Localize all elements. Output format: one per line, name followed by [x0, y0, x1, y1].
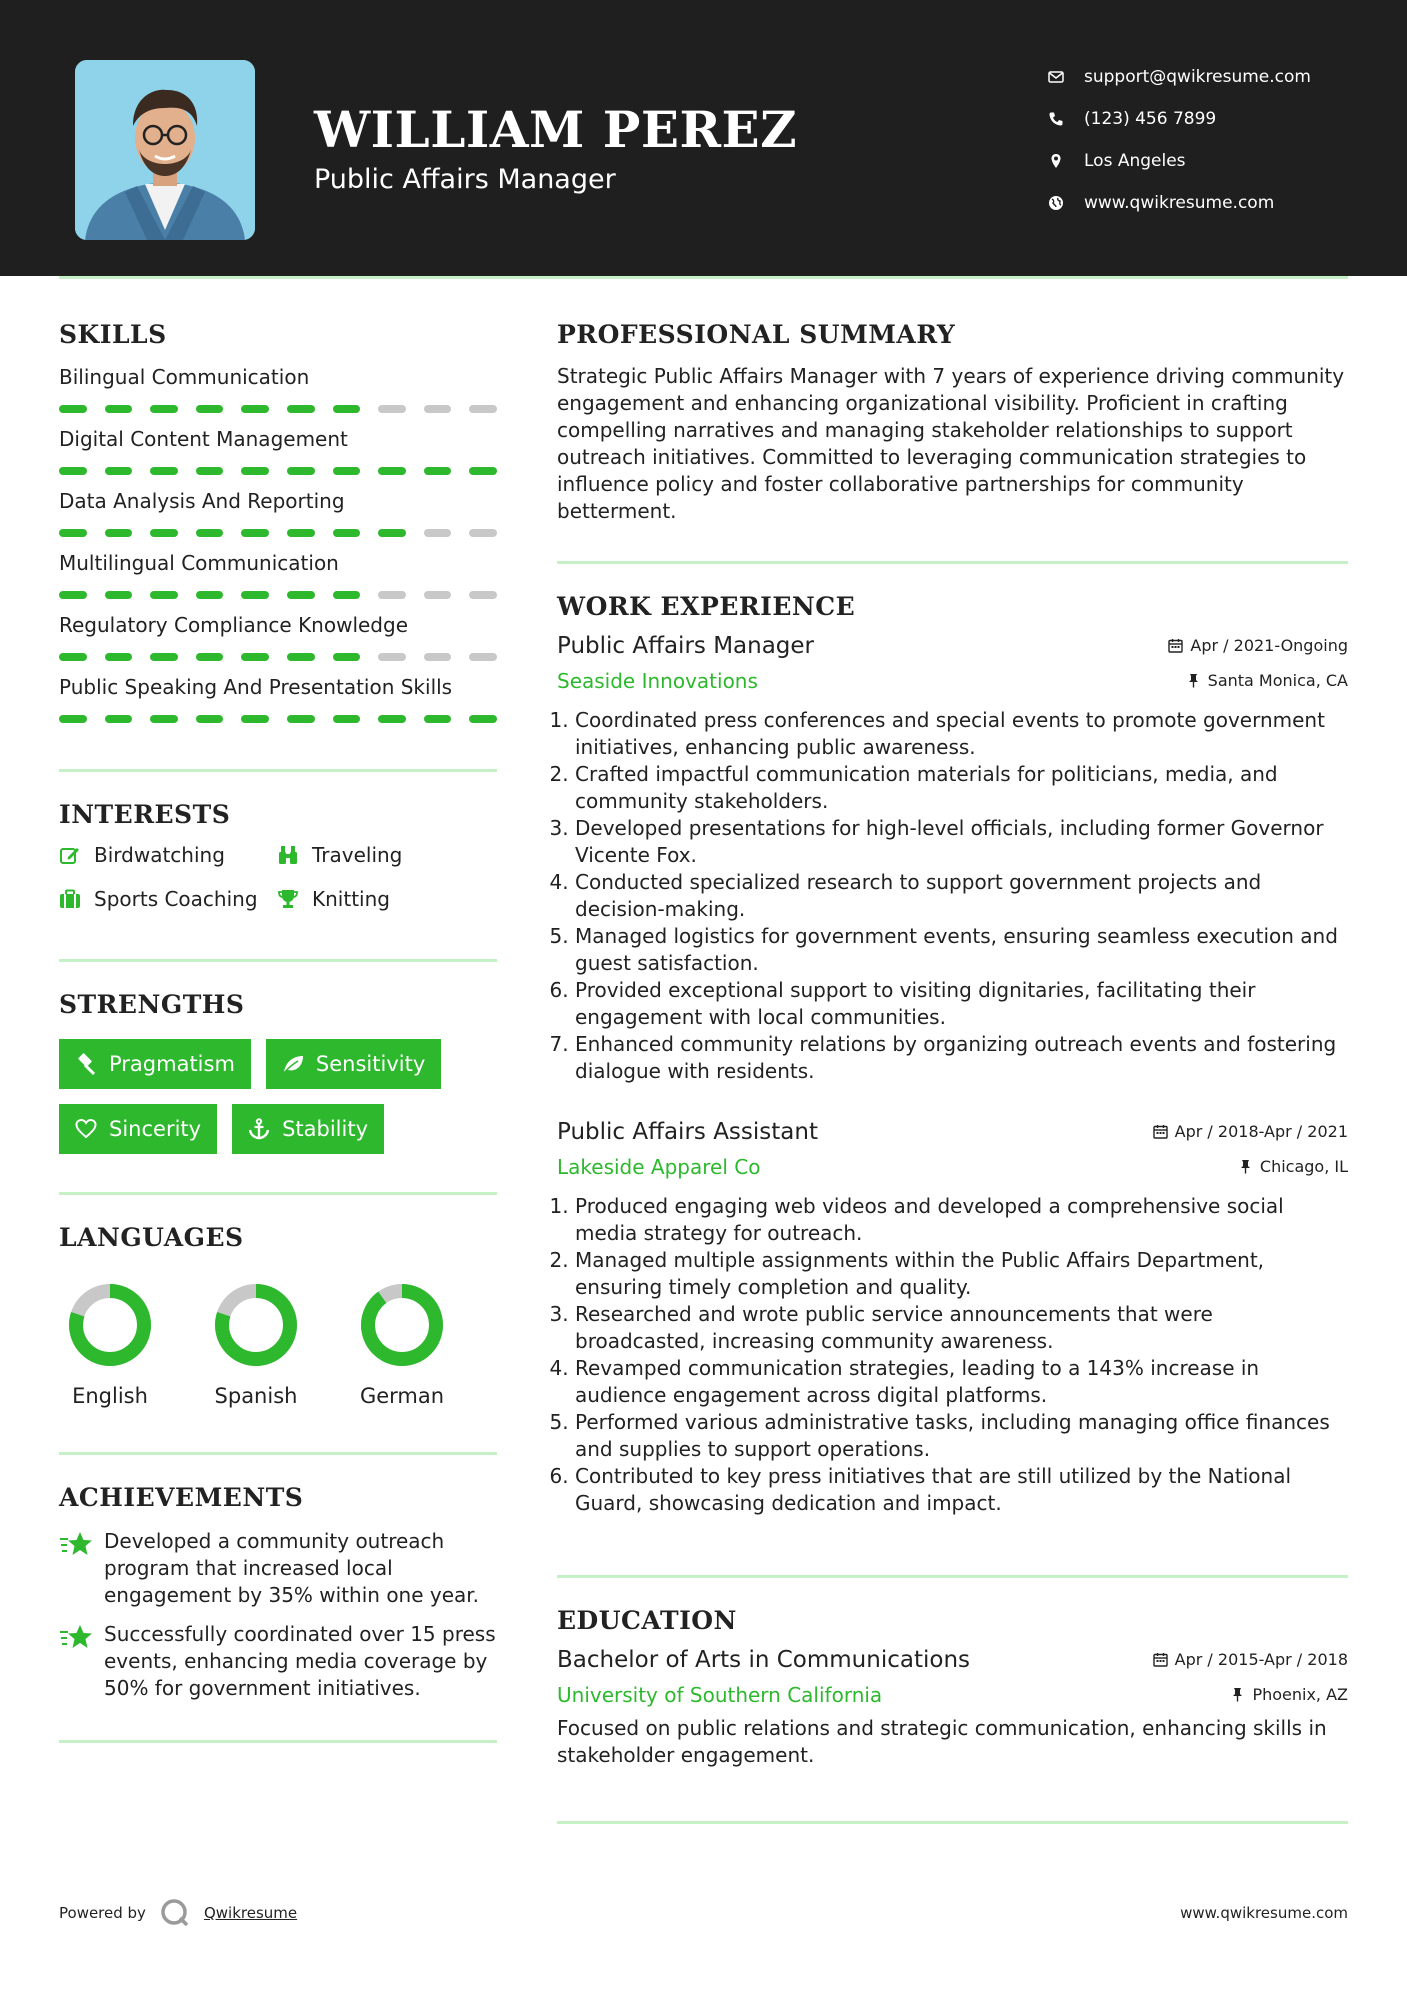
section-divider — [59, 1192, 497, 1195]
skill-level-bar — [59, 405, 497, 413]
summary-section — [557, 320, 1348, 525]
duty-item: 3. Researched and wrote public service announcements that were broadcasted, increasing community awareness. — [575, 1301, 1348, 1355]
school-name: University of Southern California — [557, 1683, 883, 1707]
skill-name: Multilingual Communication — [59, 551, 339, 575]
section-divider — [59, 769, 497, 772]
education-text: Focused on public relations and strategic communication, enhancing skills in stakeholder engagement. — [557, 1716, 1327, 1767]
profile-photo — [75, 60, 255, 240]
skill-level-dot — [105, 405, 133, 413]
language-item — [205, 1280, 307, 1408]
skill-level-dot — [59, 529, 87, 537]
skill-name: Public Speaking And Presentation Skills — [59, 675, 453, 699]
language-level-arc — [368, 1291, 436, 1359]
skill-level-dot — [287, 529, 315, 537]
language-level-ring — [65, 1280, 155, 1370]
skill-level-dot — [424, 467, 452, 475]
achievements-section — [59, 1483, 497, 1702]
envelope-icon — [1048, 69, 1084, 85]
strengths-section — [59, 990, 497, 1154]
map-marker-icon — [1048, 153, 1084, 169]
section-divider — [557, 1821, 1348, 1824]
duty-item: 4. Conducted specialized research to support government projects and decision-making. — [575, 869, 1348, 923]
candidate-name: WILLIAM PEREZ — [314, 100, 798, 159]
strength-tag: Pragmatism — [59, 1039, 251, 1089]
education-heading: EDUCATION — [557, 1606, 737, 1635]
languages-section — [59, 1223, 497, 1408]
skill-level-dot — [105, 467, 133, 475]
job-entry — [557, 1119, 1348, 1517]
section-divider — [557, 1575, 1348, 1578]
education-location: Phoenix, AZ — [1230, 1685, 1348, 1704]
duties-list — [557, 1193, 1348, 1517]
summary-text: Strategic Public Affairs Manager with 7 years of experience driving community engagement and enhancing organizational visibility. Proficient in crafting compelling narratives and managing stakeholder relationships to support outreach initiatives. Committed to leveraging communication strategies to influence policy and foster collaborative partnerships for community betterment. — [557, 364, 1345, 523]
qwikresume-logo-icon — [160, 1898, 190, 1928]
strengths-heading: STRENGTHS — [59, 990, 245, 1019]
skill-name: Bilingual Communication — [59, 365, 310, 389]
languages-heading: LANGUAGES — [59, 1223, 244, 1252]
skill-level-dot — [469, 529, 497, 537]
skill-level-dot — [150, 529, 178, 537]
skill-name: Data Analysis And Reporting — [59, 489, 345, 513]
skill-level-bar — [59, 591, 497, 599]
contact-email: support@qwikresume.com — [1048, 56, 1378, 98]
achievements-heading: ACHIEVEMENTS — [59, 1483, 304, 1512]
interest-item: Birdwatching — [59, 843, 277, 867]
job-entry — [557, 633, 1348, 1085]
contact-website: www.qwikresume.com — [1048, 182, 1378, 224]
skill-level-dot — [150, 591, 178, 599]
skill-level-dot — [105, 529, 133, 537]
skill-level-dot — [287, 653, 315, 661]
skill-level-dot — [287, 591, 315, 599]
skill-level-bar — [59, 529, 497, 537]
skill-level-dot — [150, 653, 178, 661]
skill-level-dot — [378, 467, 406, 475]
duty-item: 7. Enhanced community relations by organizing outreach events and fostering dialogue with residents. — [575, 1031, 1348, 1085]
skill-level-dot — [241, 405, 269, 413]
job-title: Public Affairs Assistant — [557, 1119, 818, 1145]
footer-powered: Powered by Qwikresume — [59, 1898, 297, 1928]
skill-level-dot — [424, 653, 452, 661]
interest-item: Knitting — [277, 887, 497, 911]
skill-level-bar — [59, 467, 497, 475]
strengths-list — [59, 1039, 497, 1154]
duty-item: 6. Provided exceptional support to visiting dignitaries, facilitating their engagement with local communities. — [575, 977, 1348, 1031]
skill-level-dot — [241, 715, 269, 723]
skill-level-dot — [333, 529, 361, 537]
contact-list — [1048, 56, 1378, 224]
gavel-icon — [75, 1053, 97, 1075]
skill-level-dot — [424, 405, 452, 413]
skill-level-dot — [105, 591, 133, 599]
language-item — [59, 1280, 161, 1408]
star-icon — [59, 1623, 93, 1653]
duties-list — [557, 707, 1348, 1085]
job-location: Chicago, IL — [1238, 1157, 1348, 1176]
contact-location: Los Angeles — [1048, 140, 1378, 182]
duty-item: 2. Managed multiple assignments within the Public Affairs Department, ensuring timely completion and quality. — [575, 1247, 1348, 1301]
skill-level-dot — [287, 467, 315, 475]
language-label: Spanish — [214, 1384, 298, 1408]
skill-level-dot — [424, 715, 452, 723]
skill-level-dot — [469, 467, 497, 475]
skills-section — [59, 320, 497, 723]
language-item — [351, 1280, 453, 1408]
skill-level-dot — [424, 529, 452, 537]
skill-level-dot — [196, 529, 224, 537]
skill-level-dot — [59, 715, 87, 723]
duty-item: 4. Revamped communication strategies, leading to a 143% increase in audience engagement across digital platforms. — [575, 1355, 1348, 1409]
skill-level-dot — [287, 405, 315, 413]
skill-level-dot — [241, 529, 269, 537]
phone-icon — [1048, 111, 1084, 127]
binoculars-icon — [277, 844, 299, 866]
achievement-item: Developed a community outreach program that increased local engagement by 35% within one year. — [59, 1528, 497, 1609]
skill-level-dot — [378, 653, 406, 661]
leaf-icon — [282, 1053, 304, 1075]
skill-level-dot — [469, 591, 497, 599]
strength-tag: Sensitivity — [266, 1039, 441, 1089]
skill-level-dot — [333, 715, 361, 723]
skill-level-dot — [241, 653, 269, 661]
interest-item: Traveling — [277, 843, 497, 867]
skill-level-dot — [424, 591, 452, 599]
skill-level-dot — [378, 405, 406, 413]
summary-heading: PROFESSIONAL SUMMARY — [557, 320, 956, 349]
skill-level-dot — [333, 405, 361, 413]
footer-site: www.qwikresume.com — [1180, 1904, 1348, 1922]
anchor-icon — [248, 1118, 270, 1140]
resume-header — [0, 0, 1407, 276]
skill-level-dot — [196, 405, 224, 413]
skill-level-bar — [59, 715, 497, 723]
heart-icon — [75, 1118, 97, 1140]
skill-level-dot — [333, 653, 361, 661]
skill-level-dot — [150, 405, 178, 413]
languages-list — [59, 1280, 497, 1408]
duty-item: 2. Crafted impactful communication materials for politicians, media, and community stakeholders. — [575, 761, 1348, 815]
duty-item: 3. Developed presentations for high-level officials, including former Governor Vicente Fox. — [575, 815, 1348, 869]
skill-level-dot — [59, 591, 87, 599]
skill-level-dot — [196, 467, 224, 475]
job-dates: Apr / 2021-Ongoing — [1168, 636, 1348, 655]
pin-icon — [1238, 1159, 1253, 1174]
skill-level-dot — [241, 591, 269, 599]
language-label: English — [72, 1384, 148, 1408]
skill-level-dot — [105, 715, 133, 723]
strength-tag: Sincerity — [59, 1104, 217, 1154]
education-section — [557, 1606, 1348, 1769]
pin-icon — [1186, 673, 1201, 688]
achievement-item: Successfully coordinated over 15 press events, enhancing media coverage by 50% for government initiatives. — [59, 1621, 497, 1702]
degree-title: Bachelor of Arts in Communications — [557, 1647, 971, 1673]
calendar-icon — [1153, 1124, 1168, 1139]
contact-phone: (123) 456 7899 — [1048, 98, 1378, 140]
calendar-icon — [1153, 1652, 1168, 1667]
right-column — [557, 320, 1348, 1824]
skill-level-dot — [196, 653, 224, 661]
skill-level-dot — [196, 591, 224, 599]
section-divider — [59, 1740, 497, 1743]
interest-item: Sports Coaching — [59, 887, 277, 911]
job-title: Public Affairs Manager — [557, 633, 815, 659]
duty-item: 5. Managed logistics for government events, ensuring seamless execution and guest satisfaction. — [575, 923, 1348, 977]
section-divider — [59, 1452, 497, 1455]
experience-heading: WORK EXPERIENCE — [557, 592, 856, 621]
trophy-icon — [277, 888, 299, 910]
skill-name: Digital Content Management — [59, 427, 348, 451]
skills-heading: SKILLS — [59, 320, 167, 349]
skill-level-dot — [333, 591, 361, 599]
left-column — [59, 320, 497, 1743]
company-name: Seaside Innovations — [557, 669, 758, 693]
section-divider — [557, 561, 1348, 564]
language-level-ring — [211, 1280, 301, 1370]
duty-item: 6. Contributed to key press initiatives that are still utilized by the National Guard, showcasing dedication and impact. — [575, 1463, 1348, 1517]
globe-icon — [1048, 195, 1084, 211]
skill-level-dot — [59, 405, 87, 413]
duty-item: 1. Produced engaging web videos and developed a comprehensive social media strategy for outreach. — [575, 1193, 1348, 1247]
skills-list — [59, 365, 497, 723]
skill-level-dot — [469, 715, 497, 723]
skill-level-dot — [241, 467, 269, 475]
duty-item: 5. Performed various administrative tasks, including managing office finances and supplies to support operations. — [575, 1409, 1348, 1463]
interests-heading: INTERESTS — [59, 800, 231, 829]
skill-level-dot — [333, 467, 361, 475]
section-divider — [59, 959, 497, 962]
edit-icon — [59, 844, 81, 866]
skill-name: Regulatory Compliance Knowledge — [59, 613, 409, 637]
skill-level-dot — [469, 405, 497, 413]
skill-level-dot — [59, 467, 87, 475]
skill-level-dot — [378, 591, 406, 599]
star-icon — [59, 1530, 93, 1560]
skill-level-bar — [59, 653, 497, 661]
job-location: Santa Monica, CA — [1186, 671, 1348, 690]
duty-item: 1. Coordinated press conferences and special events to promote government initiatives, enhancing public awareness. — [575, 707, 1348, 761]
job-dates: Apr / 2018-Apr / 2021 — [1153, 1122, 1348, 1141]
skill-level-dot — [378, 715, 406, 723]
skill-level-dot — [105, 653, 133, 661]
skill-level-dot — [150, 467, 178, 475]
briefcase-icon — [59, 888, 81, 910]
experience-section — [557, 592, 1348, 1517]
qwikresume-link[interactable]: Qwikresume — [203, 1904, 298, 1922]
interests-list — [59, 843, 497, 911]
candidate-title: Public Affairs Manager — [314, 164, 616, 195]
skill-level-dot — [287, 715, 315, 723]
calendar-icon — [1168, 638, 1183, 653]
language-label: German — [359, 1384, 445, 1408]
skill-level-dot — [150, 715, 178, 723]
education-dates: Apr / 2015-Apr / 2018 — [1153, 1650, 1348, 1669]
pin-icon — [1230, 1687, 1245, 1702]
skill-level-dot — [59, 653, 87, 661]
interests-section — [59, 800, 497, 911]
language-level-ring — [357, 1280, 447, 1370]
company-name: Lakeside Apparel Co — [557, 1155, 761, 1179]
header-divider — [59, 276, 1348, 279]
skill-level-dot — [469, 653, 497, 661]
skill-level-dot — [196, 715, 224, 723]
strength-tag: Stability — [232, 1104, 384, 1154]
skill-level-dot — [378, 529, 406, 537]
